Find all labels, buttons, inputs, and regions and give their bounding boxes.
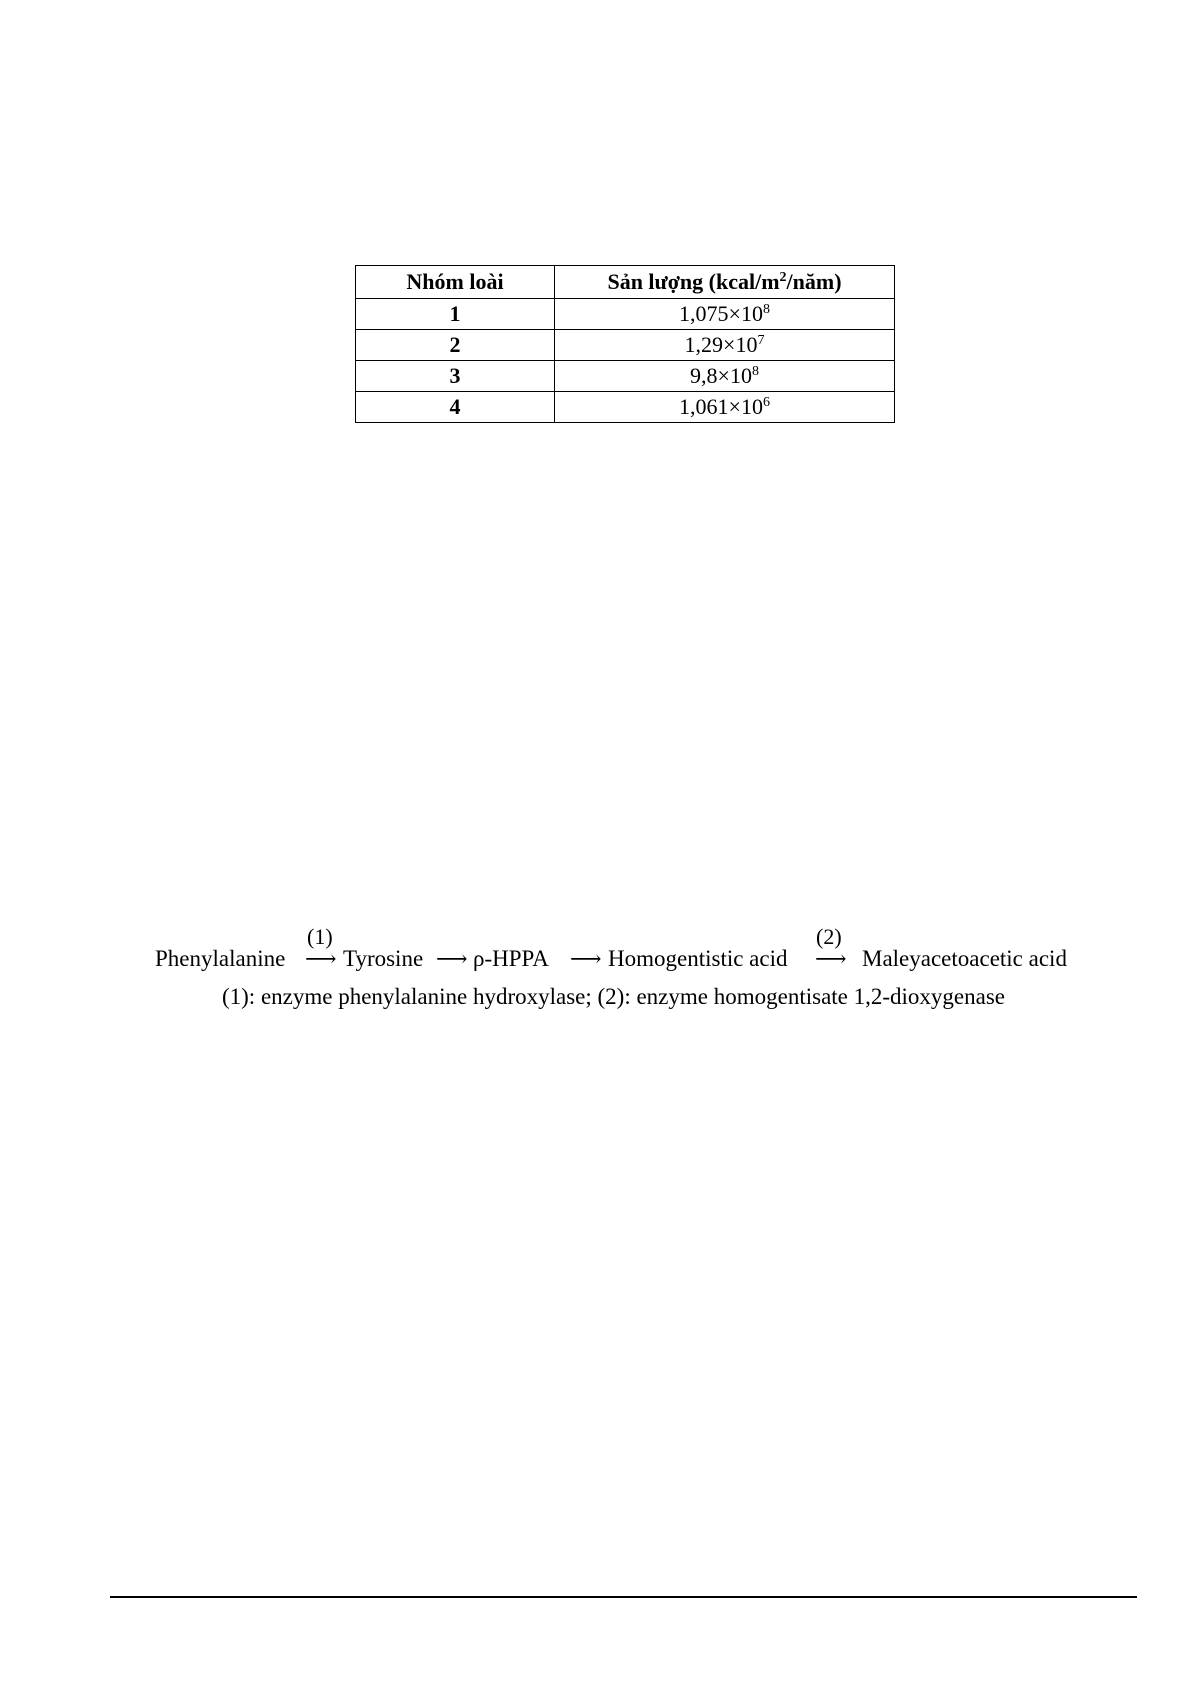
- header-species-group: [356, 266, 555, 299]
- header-species-group-label: Nhóm loài: [406, 269, 504, 294]
- yield-exponent: 6: [762, 395, 770, 410]
- header-yield: [555, 266, 895, 299]
- yield-mantissa: 1,061×10: [679, 394, 763, 419]
- step1-label: (1): [307, 924, 333, 949]
- yield-mantissa: 1,29×10: [684, 332, 758, 357]
- header-yield-prefix: Sản lượng (kcal/m: [607, 269, 780, 294]
- step2-label: (2): [816, 924, 842, 949]
- yield-cell: [555, 299, 895, 330]
- group-cell: 3: [356, 361, 555, 392]
- header-yield-superscript: 2: [779, 270, 787, 285]
- production-table-container: [355, 265, 895, 423]
- arrow-icon: ⟶: [815, 946, 847, 971]
- node-phenylalanine: Phenylalanine: [155, 946, 286, 971]
- node-tyrosine: Tyrosine: [343, 946, 424, 971]
- production-table: [355, 265, 895, 423]
- pathway-enzyme-legend: (1): enzyme phenylalanine hydroxylase; (2): enzyme homogentisate 1,2-dioxygenase: [221, 984, 1006, 1009]
- footer-divider: [110, 1596, 1137, 1598]
- table-row: [356, 392, 895, 423]
- group-cell: 2: [356, 330, 555, 361]
- yield-cell: [555, 330, 895, 361]
- node-hppa: ρ-HPPA: [473, 946, 549, 971]
- yield-exponent: 8: [762, 302, 770, 317]
- group-cell: 4: [356, 392, 555, 423]
- yield-mantissa: 9,8×10: [690, 363, 752, 388]
- arrow-icon: ⟶: [436, 946, 468, 971]
- yield-cell: [555, 361, 895, 392]
- node-homogentistic-acid: Homogentistic acid: [608, 946, 788, 971]
- yield-exponent: 7: [757, 333, 765, 348]
- table-row: [356, 330, 895, 361]
- table-row: [356, 299, 895, 330]
- table-row: [356, 361, 895, 392]
- yield-exponent: 8: [751, 364, 759, 379]
- group-cell: 1: [356, 299, 555, 330]
- yield-cell: [555, 392, 895, 423]
- node-maleyacetoacetic-acid: Maleyacetoacetic acid: [862, 946, 1067, 971]
- table-header-row: [356, 266, 895, 299]
- arrow-icon: ⟶: [305, 946, 337, 971]
- yield-mantissa: 1,075×10: [679, 301, 763, 326]
- header-yield-suffix: /năm): [786, 269, 842, 294]
- arrow-icon: ⟶: [570, 946, 602, 971]
